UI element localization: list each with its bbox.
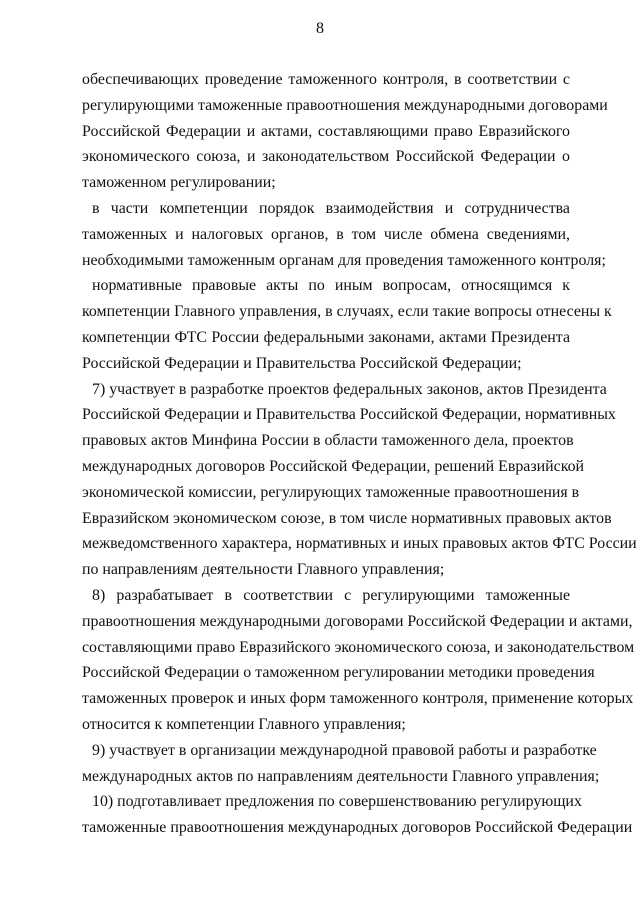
text-line: обеспечивающих проведение таможенного контроля, в соответствии с (82, 71, 570, 88)
paragraph (82, 67, 608, 196)
text-line: правовых актов Минфина России в области таможенного дела, проектов (82, 432, 574, 450)
paragraph (82, 377, 637, 583)
paragraph (82, 196, 606, 273)
text-line: 9) участвует в организации международной правовой работы и разработке (92, 741, 597, 759)
text-line: таможенных проверок и иных форм таможенного контроля, применение которых (82, 690, 634, 708)
text-line: международных договоров Российской Федерации, решений Евразийской (82, 457, 585, 475)
text-line: Российской Федерации о таможенном регулировании методики проведения (82, 664, 595, 682)
text-line: 10) подготавливает предложения по совершенствованию регулирующих (92, 793, 582, 811)
text-line: регулирующими таможенные правоотношения международными договорами (82, 96, 608, 114)
text-line: таможенном регулировании; (82, 174, 276, 192)
text-line: таможенные правоотношения международных договоров Российской Федерации (82, 819, 633, 837)
page-number: 8 (316, 20, 324, 37)
text-line: в части компетенции порядок взаимодействия и сотрудничества (92, 199, 570, 217)
text-line: относится к компетенции Главного управления; (82, 715, 406, 733)
text-line: международных актов по направлениям деятельности Главного управления; (82, 767, 600, 785)
text-line: Российской Федерации и актами, составляющими право Евразийского (82, 122, 570, 140)
text-line: компетенции ФТС России федеральными законами, актами Президента (82, 328, 570, 346)
text-line: Российской Федерации и Правительства Российской Федерации; (82, 354, 522, 372)
text-line: таможенных и налоговых органов, в том числе обмена сведениями, (82, 225, 570, 243)
text-line: правоотношения международными договорами Российской Федерации и актами, (82, 612, 633, 630)
paragraph (82, 583, 635, 738)
text-line: компетенции Главного управления, в случаях, если такие вопросы отнесены к (82, 303, 612, 321)
text-line: 8) разрабатывает в соответствии с регулирующими таможенные (92, 586, 570, 604)
text-line: Евразийском экономическом союзе, в том числе нормативных правовых актов (82, 509, 612, 527)
text-line: 7) участвует в разработке проектов федеральных законов, актов Президента (92, 380, 607, 398)
text-line: экономической комиссии, регулирующих таможенные правоотношения в (82, 483, 580, 501)
text-line: необходимыми таможенным органам для проведения таможенного контроля; (82, 251, 606, 269)
paragraph (82, 273, 612, 376)
text-line: Российской Федерации и Правительства Российской Федерации, нормативных (82, 406, 616, 424)
document-body (82, 67, 637, 841)
text-line: нормативные правовые акты по иным вопросам, относящимся к (92, 277, 570, 295)
text-line: составляющими право Евразийского экономического союза, и законодательством (82, 638, 635, 656)
text-line: межведомственного характера, нормативных и иных правовых актов ФТС России (82, 535, 637, 553)
paragraph (82, 738, 600, 790)
text-line: по направлениям деятельности Главного управления; (82, 561, 445, 579)
text-line: экономического союза, и законодательством Российской Федерации о (82, 148, 570, 166)
paragraph (82, 789, 633, 841)
